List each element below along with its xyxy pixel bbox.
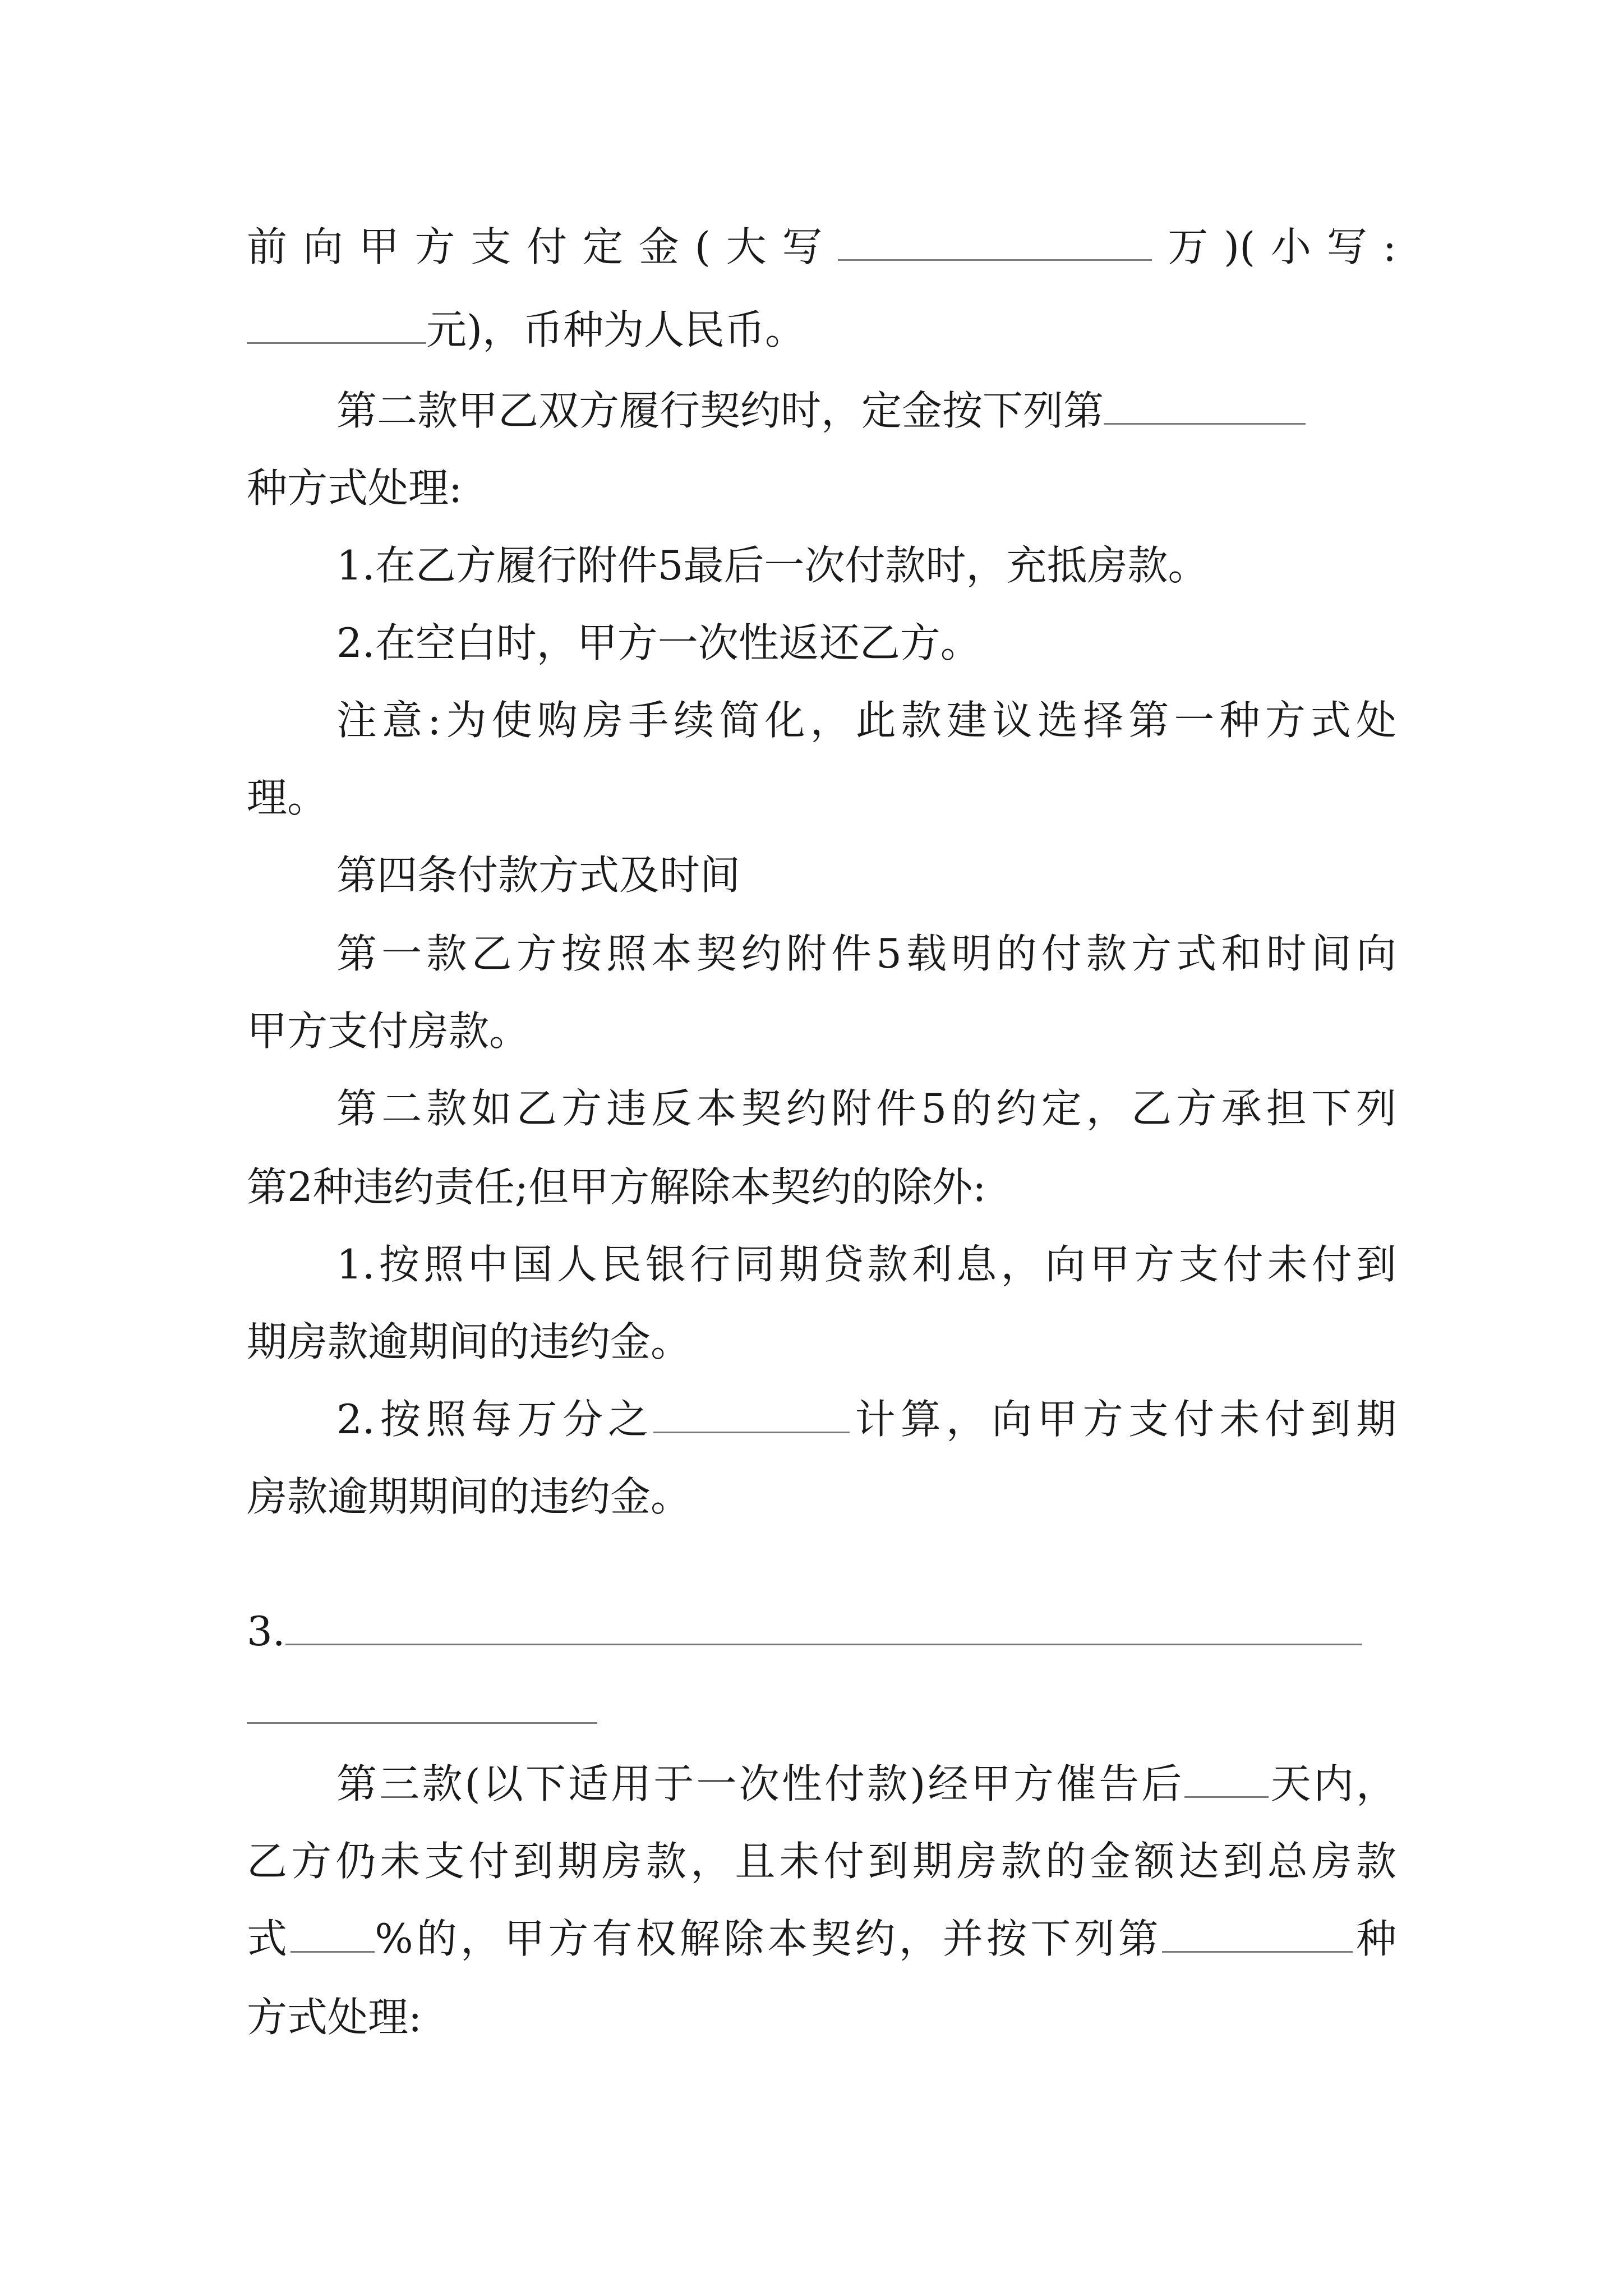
ratio-prefix-text: 式 [247,1915,291,1962]
rate-text: 2.按照每万分之 [336,1396,654,1443]
termination-method-blank[interactable] [1162,1914,1353,1953]
item-3-continuation-blank[interactable] [247,1722,597,1724]
clause-3-text: 第三款(以下适用于一次性付款)经甲方催告后 [336,1760,1184,1807]
currency-text: 元)，币种为人民币。 [426,306,806,353]
text-line-21 [247,1912,1396,1966]
item-3-number: 3. [247,1608,285,1655]
text-line-5: 1.在乙方履行附件5最后一次付款时，充抵房款。 [336,542,1209,589]
section-heading-article-4: 第四条付款方式及时间 [336,852,741,899]
days-blank[interactable] [1184,1759,1269,1798]
deposit-text: 前向甲方支付定金(大写 [247,223,838,270]
text-line-22: 方式处理: [247,1994,422,2041]
rate-calc-text: 计算，向甲方支付未付到期 [850,1396,1396,1443]
clause-2-text: 第二款甲乙双方履行契约时，定金按下列第 [336,387,1104,434]
days-unit-text: 天内， [1268,1760,1396,1807]
deposit-capital-blank[interactable] [838,222,1152,261]
text-line-1 [247,220,1396,274]
text-line-15: 期房款逾期间的违约金。 [247,1318,691,1365]
text-line-18 [247,1604,1396,1658]
text-line-12: 第二款如乙方违反本契约附件5的约定，乙方承担下列 [336,1085,1396,1132]
text-line-11: 甲方支付房款。 [247,1007,530,1055]
percent-blank[interactable] [291,1914,375,1953]
text-line-17: 房款逾期期间的违约金。 [247,1473,691,1520]
text-line-3 [336,384,1396,438]
deposit-unit-text: 万)(小写: [1152,223,1396,270]
deposit-numeric-blank[interactable] [247,305,426,344]
item-3-blank[interactable] [285,1607,1362,1645]
rate-blank[interactable] [653,1395,850,1433]
text-line-20: 乙方仍未支付到期房款，且未付到期房款的金额达到总房款 [247,1838,1396,1885]
method-choice-blank[interactable] [1104,386,1306,425]
text-line-7: 注意:为使购房手续简化，此款建议选择第一种方式处 [336,697,1396,744]
text-line-4: 种方式处理: [247,464,463,512]
text-line-16 [336,1392,1396,1446]
text-line-13: 第2种违约责任;但甲方解除本契约的除外: [247,1163,986,1211]
text-line-10: 第一款乙方按照本契约附件5载明的付款方式和时间向 [336,930,1396,977]
terminate-text: %的，甲方有权解除本契约，并按下列第 [375,1915,1162,1962]
text-line-8: 理。 [247,774,328,821]
text-line-6: 2.在空白时，甲方一次性返还乙方。 [336,619,981,666]
text-line-14: 1.按照中国人民银行同期贷款利息，向甲方支付未付到 [336,1241,1396,1288]
method-suffix-text: 种 [1352,1915,1396,1962]
text-line-19 [336,1757,1396,1811]
text-line-2 [247,303,1396,357]
